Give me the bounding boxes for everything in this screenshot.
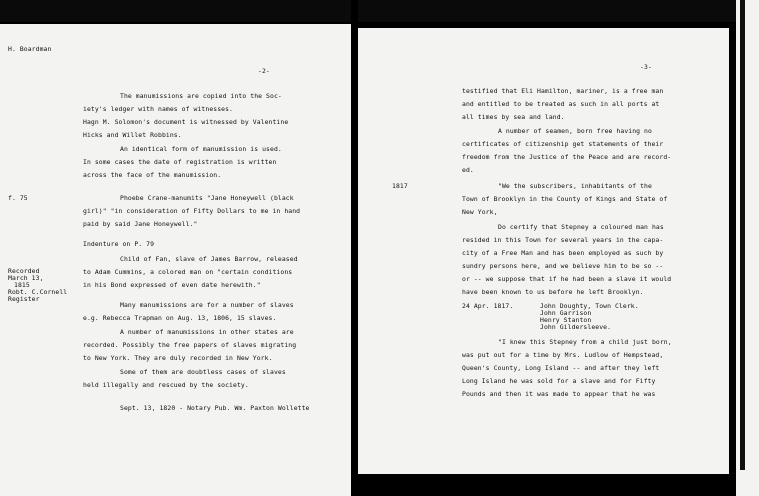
signature-line: John Garrison — [540, 309, 592, 317]
signature-line: Henry Stanton — [540, 316, 592, 324]
text-line: Child of Fan, slave of James Barrow, released — [120, 255, 298, 263]
text-line: city of a Free Man and has been employed as such by — [462, 249, 664, 257]
text-line: Queen's County, Long Island -- and after they left — [462, 364, 660, 372]
text-line: "I knew this Stepney from a child just born, — [498, 338, 672, 346]
margin-note: Recorded — [8, 267, 40, 275]
signature-line: John Gildersleeve. — [540, 323, 612, 331]
text-line: Phoebe Crane-manumits "Jane Honeywell (black — [120, 194, 294, 202]
text-line: freedom from the Justice of the Peace and are record- — [462, 153, 672, 161]
text-line: across the face of the manumission. — [83, 171, 222, 179]
margin-note: 1815 — [14, 281, 30, 289]
margin-note: f. 75 — [8, 194, 28, 202]
text-line: "We the subscribers, inhabitants of the — [498, 182, 652, 190]
text-line: An identical form of manumission is used. — [120, 145, 282, 153]
left-page — [0, 24, 351, 496]
text-line: ed. — [462, 166, 474, 174]
text-line: girl)" "in consideration of Fifty Dollars to me in hand — [83, 207, 301, 215]
margin-note: Robt. C.Cornell — [8, 288, 68, 296]
adjacent-page-edge — [736, 0, 759, 496]
text-line: iety's ledger with names of witnesses. — [83, 105, 234, 113]
page-number: -2- — [258, 67, 270, 75]
text-line: resided in this Town for several years in the capa- — [462, 236, 664, 244]
text-line: Many manumissions are for a number of slaves — [120, 301, 294, 309]
text-line: held illegally and rescued by the society. — [83, 381, 249, 389]
margin-note: Register — [8, 295, 40, 303]
page-edge-line — [740, 0, 745, 470]
text-line: Hagn M. Solomon's document is witnessed by Valentine — [83, 118, 289, 126]
text-line: to Adam Cummins, a colored man on "certain conditions — [83, 268, 293, 276]
text-line: was put out for a time by Mrs. Ludlow of Hempstead, — [462, 351, 664, 359]
text-line: Town of Brooklyn in the County of Kings and State of — [462, 195, 668, 203]
text-line: Long Island he was sold for a slave and for Fifty — [462, 377, 656, 385]
author-name: H. Boardman — [8, 45, 52, 53]
page-gutter — [351, 0, 358, 496]
text-line: Indenture on P. 79 — [83, 240, 155, 248]
margin-note: 1817 — [392, 182, 408, 190]
text-line: certificates of citizenship get statements of their — [462, 140, 664, 148]
text-line: e.g. Rebecca Trapman on Aug. 13, 1806, 15 slaves. — [83, 314, 277, 322]
text-line: and entitled to be treated as such in all ports at — [462, 100, 660, 108]
right-page — [358, 28, 729, 474]
text-line: testified that Eli Hamilton, mariner, is a free man — [462, 87, 664, 95]
text-line: A number of seamen, born free having no — [498, 127, 652, 135]
text-line: sundry persons here, and we believe him to be so -- — [462, 262, 664, 270]
text-line: Some of them are doubtless cases of slaves — [120, 368, 286, 376]
text-line: recorded. Possibly the free papers of slaves migrating — [83, 341, 297, 349]
text-line: have been known to us before he left Brooklyn. — [462, 288, 644, 296]
signature-line: John Doughty, Town Clerk. — [540, 302, 639, 310]
text-line: in his Bond expressed of even date herewith." — [83, 281, 261, 289]
text-line: paid by said Jane Honeywell." — [83, 220, 198, 228]
text-line: A number of manumissions in other states are — [120, 328, 294, 336]
text-line: Do certify that Stepney a coloured man has — [498, 223, 664, 231]
signature-date: 24 Apr. 1817. — [462, 302, 514, 310]
text-line: Sept. 13, 1820 - Notary Pub. Wm. Paxton Wollette — [120, 404, 310, 412]
text-line: New York, — [462, 208, 498, 216]
scan-background-top — [0, 0, 759, 22]
text-line: all times by sea and land. — [462, 113, 565, 121]
text-line: to New York. They are duly recorded in New York. — [83, 354, 273, 362]
text-line: or -- we suppose that if he had been a slave it would — [462, 275, 672, 283]
margin-note: March 13, — [8, 274, 44, 282]
text-line: The manumissions are copied into the Soc- — [120, 92, 282, 100]
text-line: Hicks and Willet Robbins. — [83, 131, 182, 139]
text-line: Pounds and then it was made to appear that he was — [462, 390, 656, 398]
text-line: In some cases the date of registration is written — [83, 158, 277, 166]
page-number: -3- — [640, 63, 652, 71]
